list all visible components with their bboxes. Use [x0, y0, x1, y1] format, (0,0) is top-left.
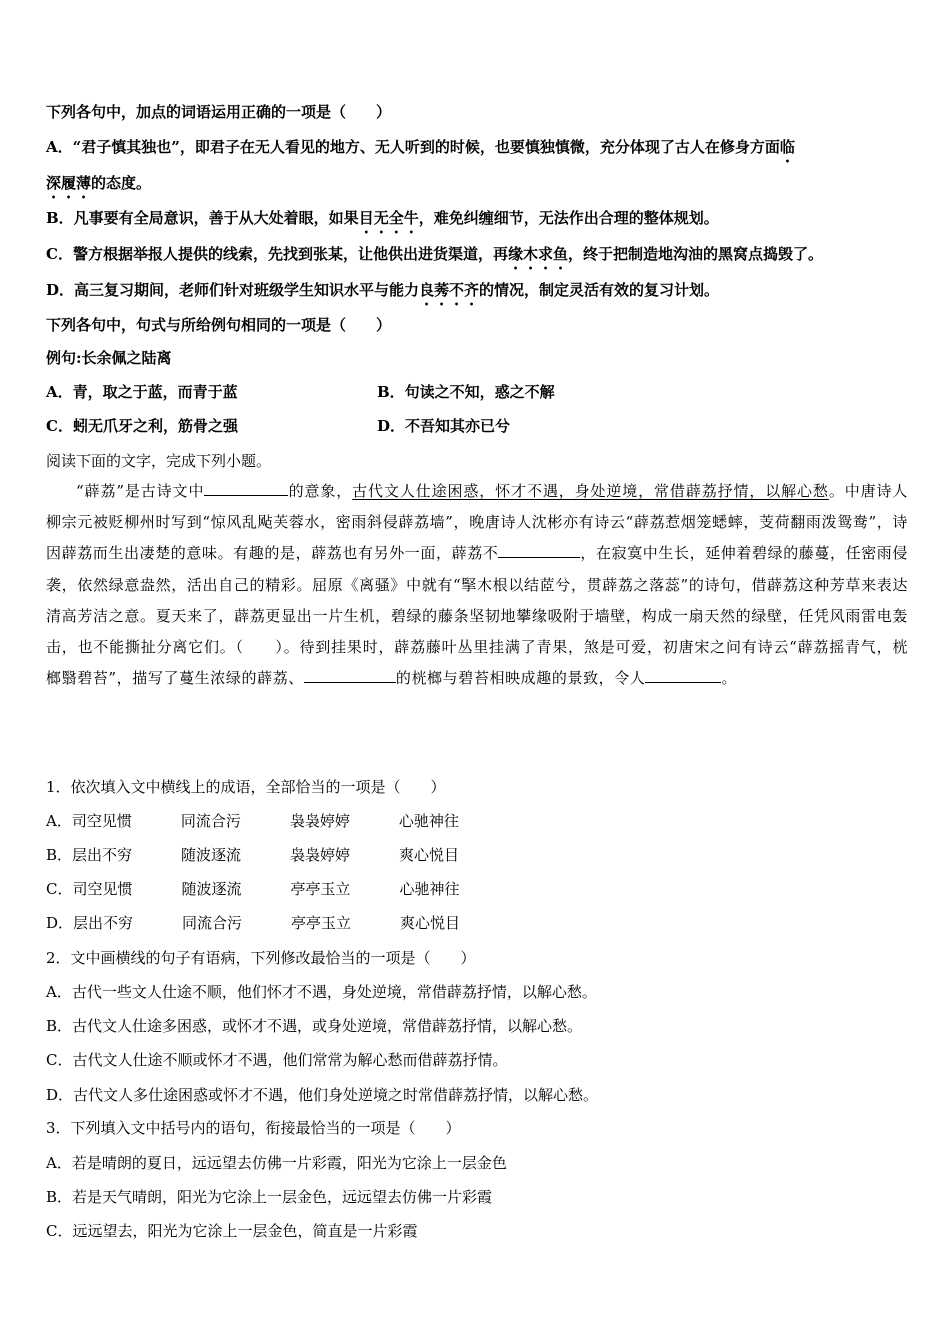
blank-3: [304, 667, 396, 683]
reading-intro: 阅读下面的文字，完成下列小题。: [46, 452, 272, 470]
q1-option-c: C．警方根据举报人提供的线索，先找到张某，让他供出进货渠道，再缘木求鱼，终于把制造地沟油的黑窝点捣毁了。: [46, 245, 823, 263]
sub3-stem: 3．下列填入文中括号内的语句，衔接最恰当的一项是（ ）: [46, 1119, 461, 1137]
sub1-option-c: C．司空见惯 随波逐流 亭亭玉立 心驰神往: [46, 880, 460, 898]
q1-option-a-cont: 深履薄的态度。: [46, 174, 152, 192]
q2-example: 例句:长余佩之陆离: [46, 349, 172, 367]
q1-option-d: D．高三复习期间，老师们针对班级学生知识水平与能力良莠不齐的情况，制定灵活有效的复习计划。: [46, 281, 720, 299]
blank-1: [204, 480, 288, 496]
sub3-option-b: B．若是天气晴朗，阳光为它涂上一层金色，远远望去仿佛一片彩霞: [46, 1188, 493, 1206]
q1-option-b: B．凡事要有全局意识，善于从大处着眼，如果目无全牛，难免纠缠细节，无法作出合理的整体规划。: [46, 209, 719, 227]
sub3-option-c: C．远远望去，阳光为它涂上一层金色，简直是一片彩霞: [46, 1222, 418, 1240]
reading-passage: “薜荔”是古诗文中 的意象，古代文人仕途困惑，怀才不遇，身处逆境，常借薜荔抒情，以解心愁。中唐诗人柳宗元被贬柳州时写到“惊风乱飐芙蓉水，密雨斜侵薜荔墙”，晚唐诗人沈彬亦有诗云“薜荔惹烟笼蟋蟀，芰荷翻雨泼鸳鸯”，诗因薜荔而生出凄楚的意味。有趣的是，薜荔也有另外一面，薜荔不 ，在寂寞中生长，延伸着碧绿的藤蔓，任密雨侵袭，依然绿意盎然，活出自己的精彩。屈原《离骚》中就有“掔木根以结茝兮，贯薜荔之落蕊”的诗句，借薜荔这种芳草来表达清高芳洁之意。夏天来了，薜荔更显出一片生机，碧绿的藤条坚韧地攀缘吸附于墙壁，构成一扇天然的绿壁，任凭风雨雷电轰击，也不能撕扯分离它们。（ ）。待到挂果时，薜荔藤叶丛里挂满了青果，煞是可爱，初唐宋之问有诗云“薜荔摇青气，桄榔翳碧苔”，描写了蔓生浓绿的薜荔、 的桄榔与碧苔相映成趣的景致，令人 。: [46, 482, 909, 688]
sub2-option-d: D．古代文人多仕途困惑或怀才不遇，他们身处逆境之时常借薜荔抒情，以解心愁。: [46, 1086, 599, 1104]
sub1-option-d: D．层出不穷 同流合污 亭亭玉立 爽心悦目: [46, 914, 461, 932]
q2-option-d: D．不吾知其亦已兮: [377, 417, 511, 435]
q1-option-a: A．“君子慎其独也”，即君子在无人看见的地方、无人听到的时候，也要慎独慎微，充分体现了古人在修身方面临: [46, 138, 795, 156]
sub1-stem: 1．依次填入文中横线上的成语，全部恰当的一项是（ ）: [46, 778, 446, 796]
sub2-option-a: A．古代一些文人仕途不顺，他们怀才不遇，身处逆境，常借薜荔抒情，以解心愁。: [46, 983, 597, 1001]
q2-stem: 下列各句中，句式与所给例句相同的一项是（ ）: [46, 316, 392, 334]
sub1-option-a: A．司空见惯 同流合污 袅袅婷婷 心驰神往: [46, 812, 459, 830]
q2-option-b: B．句读之不知，惑之不解: [377, 383, 555, 401]
underlined-sentence: 古代文人仕途困惑，怀才不遇，身处逆境，常借薜荔抒情，以解心愁: [352, 482, 829, 500]
sub2-option-c: C．古代文人仕途不顺或怀才不遇，他们常常为解心愁而借薜荔抒情。: [46, 1051, 508, 1069]
blank-4: [645, 667, 721, 683]
sub2-stem: 2．文中画横线的句子有语病，下列修改最恰当的一项是（ ）: [46, 949, 476, 967]
q1-stem: 下列各句中，加点的词语运用正确的一项是（ ）: [46, 103, 392, 121]
q2-option-c: C．蚓无爪牙之利，筋骨之强: [46, 417, 238, 435]
sub3-option-a: A．若是晴朗的夏日，远远望去仿佛一片彩霞，阳光为它涂上一层金色: [46, 1154, 507, 1172]
q2-option-a: A．青，取之于蓝，而青于蓝: [46, 383, 238, 401]
sub1-option-b: B．层出不穷 随波逐流 袅袅婷婷 爽心悦目: [46, 846, 460, 864]
sub2-option-b: B．古代文人仕途多困惑，或怀才不遇，或身处逆境，常借薜荔抒情，以解心愁。: [46, 1017, 583, 1035]
blank-2: [498, 542, 580, 558]
